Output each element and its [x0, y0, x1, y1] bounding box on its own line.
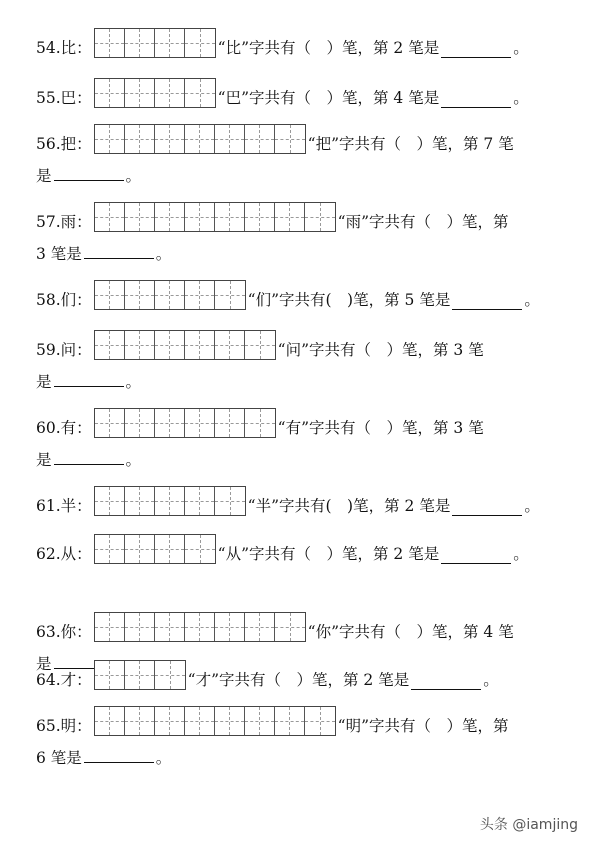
grid-cell[interactable] [125, 29, 155, 57]
question-continuation [36, 242, 171, 264]
grid-cell[interactable] [305, 203, 335, 231]
grid-cell[interactable] [245, 125, 275, 153]
grid-cell[interactable] [185, 281, 215, 309]
question-number: 56.把： [36, 135, 92, 153]
grid-cell[interactable] [275, 613, 305, 641]
grid-cell[interactable] [95, 125, 125, 153]
grid-cell[interactable] [125, 125, 155, 153]
question-line [36, 330, 484, 360]
question-continuation [36, 746, 171, 768]
answer-blank[interactable] [411, 675, 481, 690]
grid-cell[interactable] [215, 409, 245, 437]
question-text: “问”字共有（ ）笔，第 3 笔 [277, 341, 484, 359]
period: 。 [155, 749, 172, 767]
grid-cell[interactable] [95, 661, 125, 689]
answer-blank[interactable] [54, 450, 124, 465]
question-continuation [36, 370, 141, 392]
grid-cell[interactable] [155, 613, 185, 641]
grid-cell[interactable] [215, 125, 245, 153]
grid-cell[interactable] [155, 79, 185, 107]
question-number: 55.巴： [36, 89, 92, 107]
grid-cell[interactable] [95, 707, 125, 735]
stroke-writing-grid[interactable] [94, 534, 216, 564]
grid-cell[interactable] [155, 203, 185, 231]
question-text: “半”字共有( )笔，第 2 笔是 [247, 497, 451, 515]
answer-blank[interactable] [452, 295, 522, 310]
grid-cell[interactable] [95, 203, 125, 231]
grid-cell[interactable] [245, 707, 275, 735]
grid-cell[interactable] [125, 707, 155, 735]
question-line [36, 202, 509, 232]
answer-blank[interactable] [441, 93, 511, 108]
question-text: “把”字共有（ ）笔，第 7 笔 [307, 135, 514, 153]
grid-cell[interactable] [185, 535, 215, 563]
grid-cell[interactable] [215, 281, 245, 309]
grid-cell[interactable] [275, 125, 305, 153]
question-text: “你”字共有（ ）笔，第 4 笔 [307, 623, 514, 641]
stroke-writing-grid[interactable] [94, 330, 276, 360]
stroke-writing-grid[interactable] [94, 408, 276, 438]
stroke-writing-grid[interactable] [94, 612, 306, 642]
question-number: 57.雨： [36, 213, 92, 231]
question-number: 59.问： [36, 341, 92, 359]
continuation-text: 是 [36, 373, 52, 391]
grid-cell[interactable] [155, 29, 185, 57]
period: 。 [513, 545, 529, 563]
period: 。 [513, 89, 529, 107]
stroke-writing-grid[interactable] [94, 486, 246, 516]
continuation-text: 3 笔是 [36, 245, 82, 263]
question-line [36, 124, 514, 154]
grid-cell[interactable] [185, 613, 215, 641]
grid-cell[interactable] [125, 281, 155, 309]
grid-cell[interactable] [155, 535, 185, 563]
grid-cell[interactable] [95, 409, 125, 437]
question-text: “们”字共有( )笔，第 5 笔是 [247, 291, 451, 309]
period: 。 [483, 671, 499, 689]
grid-cell[interactable] [185, 29, 215, 57]
question-text: “从”字共有（ ）笔，第 2 笔是 [217, 545, 440, 563]
question-line [36, 486, 540, 516]
question-text: “雨”字共有（ ）笔，第 [337, 213, 509, 231]
question-text: “巴”字共有（ ）笔，第 4 笔是 [217, 89, 440, 107]
grid-cell[interactable] [95, 613, 125, 641]
stroke-writing-grid[interactable] [94, 706, 336, 736]
grid-cell[interactable] [155, 281, 185, 309]
grid-cell[interactable] [185, 79, 215, 107]
period: 。 [155, 245, 172, 263]
grid-cell[interactable] [95, 487, 125, 515]
grid-cell[interactable] [125, 613, 155, 641]
grid-cell[interactable] [125, 79, 155, 107]
period: 。 [125, 167, 142, 185]
answer-blank[interactable] [84, 748, 154, 763]
grid-cell[interactable] [125, 661, 155, 689]
question-number: 58.们： [36, 291, 92, 309]
grid-cell[interactable] [125, 409, 155, 437]
question-number: 65.明： [36, 717, 92, 735]
grid-cell[interactable] [215, 203, 245, 231]
grid-cell[interactable] [245, 613, 275, 641]
grid-cell[interactable] [155, 125, 185, 153]
answer-blank[interactable] [54, 166, 124, 181]
question-line [36, 660, 499, 690]
answer-blank[interactable] [84, 244, 154, 259]
watermark: 头条 @iamjing [479, 817, 578, 833]
grid-cell[interactable] [215, 331, 245, 359]
question-number: 61.半： [36, 497, 92, 515]
answer-blank[interactable] [441, 43, 511, 58]
question-number: 63.你： [36, 623, 92, 641]
question-number: 54.比： [36, 39, 92, 57]
continuation-text: 是 [36, 655, 52, 673]
grid-cell[interactable] [185, 409, 215, 437]
stroke-writing-grid[interactable] [94, 28, 216, 58]
question-number: 62.从： [36, 545, 92, 563]
grid-cell[interactable] [185, 487, 215, 515]
grid-cell[interactable] [95, 281, 125, 309]
grid-cell[interactable] [125, 535, 155, 563]
grid-cell[interactable] [125, 331, 155, 359]
grid-cell[interactable] [215, 613, 245, 641]
stroke-writing-grid[interactable] [94, 660, 186, 690]
question-number: 60.有： [36, 419, 92, 437]
grid-cell[interactable] [125, 487, 155, 515]
question-line [36, 706, 509, 736]
stroke-writing-grid[interactable] [94, 202, 336, 232]
grid-cell[interactable] [185, 707, 215, 735]
grid-cell[interactable] [185, 331, 215, 359]
grid-cell[interactable] [155, 661, 185, 689]
question-text: “才”字共有（ ）笔，第 2 笔是 [187, 671, 410, 689]
grid-cell[interactable] [95, 29, 125, 57]
grid-cell[interactable] [215, 487, 245, 515]
continuation-text: 是 [36, 167, 52, 185]
grid-cell[interactable] [275, 203, 305, 231]
grid-cell[interactable] [125, 203, 155, 231]
grid-cell[interactable] [155, 331, 185, 359]
grid-cell[interactable] [185, 203, 215, 231]
grid-cell[interactable] [305, 707, 335, 735]
grid-cell[interactable] [155, 409, 185, 437]
question-text: “明”字共有（ ）笔，第 [337, 717, 509, 735]
grid-cell[interactable] [245, 409, 275, 437]
question-text: “比”字共有（ ）笔，第 2 笔是 [217, 39, 440, 57]
question-line [36, 28, 529, 58]
grid-cell[interactable] [95, 331, 125, 359]
question-line [36, 280, 540, 310]
period: 。 [524, 497, 540, 515]
stroke-writing-grid[interactable] [94, 280, 246, 310]
question-line [36, 612, 514, 642]
continuation-text: 6 笔是 [36, 749, 82, 767]
grid-cell[interactable] [95, 79, 125, 107]
answer-blank[interactable] [54, 372, 124, 387]
period: 。 [125, 451, 142, 469]
period: 。 [513, 39, 529, 57]
grid-cell[interactable] [275, 707, 305, 735]
answer-blank[interactable] [452, 501, 522, 516]
question-number: 64.才： [36, 671, 92, 689]
question-continuation [36, 448, 141, 470]
grid-cell[interactable] [245, 203, 275, 231]
grid-cell[interactable] [245, 331, 275, 359]
question-line [36, 78, 529, 108]
grid-cell[interactable] [155, 707, 185, 735]
continuation-text: 是 [36, 451, 52, 469]
question-continuation [36, 164, 141, 186]
question-line [36, 534, 529, 564]
question-text: “有”字共有（ ）笔，第 3 笔 [277, 419, 484, 437]
period: 。 [524, 291, 540, 309]
grid-cell[interactable] [185, 125, 215, 153]
stroke-writing-grid[interactable] [94, 124, 306, 154]
question-line [36, 408, 484, 438]
grid-cell[interactable] [155, 487, 185, 515]
grid-cell[interactable] [95, 535, 125, 563]
answer-blank[interactable] [441, 549, 511, 564]
grid-cell[interactable] [215, 707, 245, 735]
period: 。 [125, 373, 142, 391]
stroke-writing-grid[interactable] [94, 78, 216, 108]
